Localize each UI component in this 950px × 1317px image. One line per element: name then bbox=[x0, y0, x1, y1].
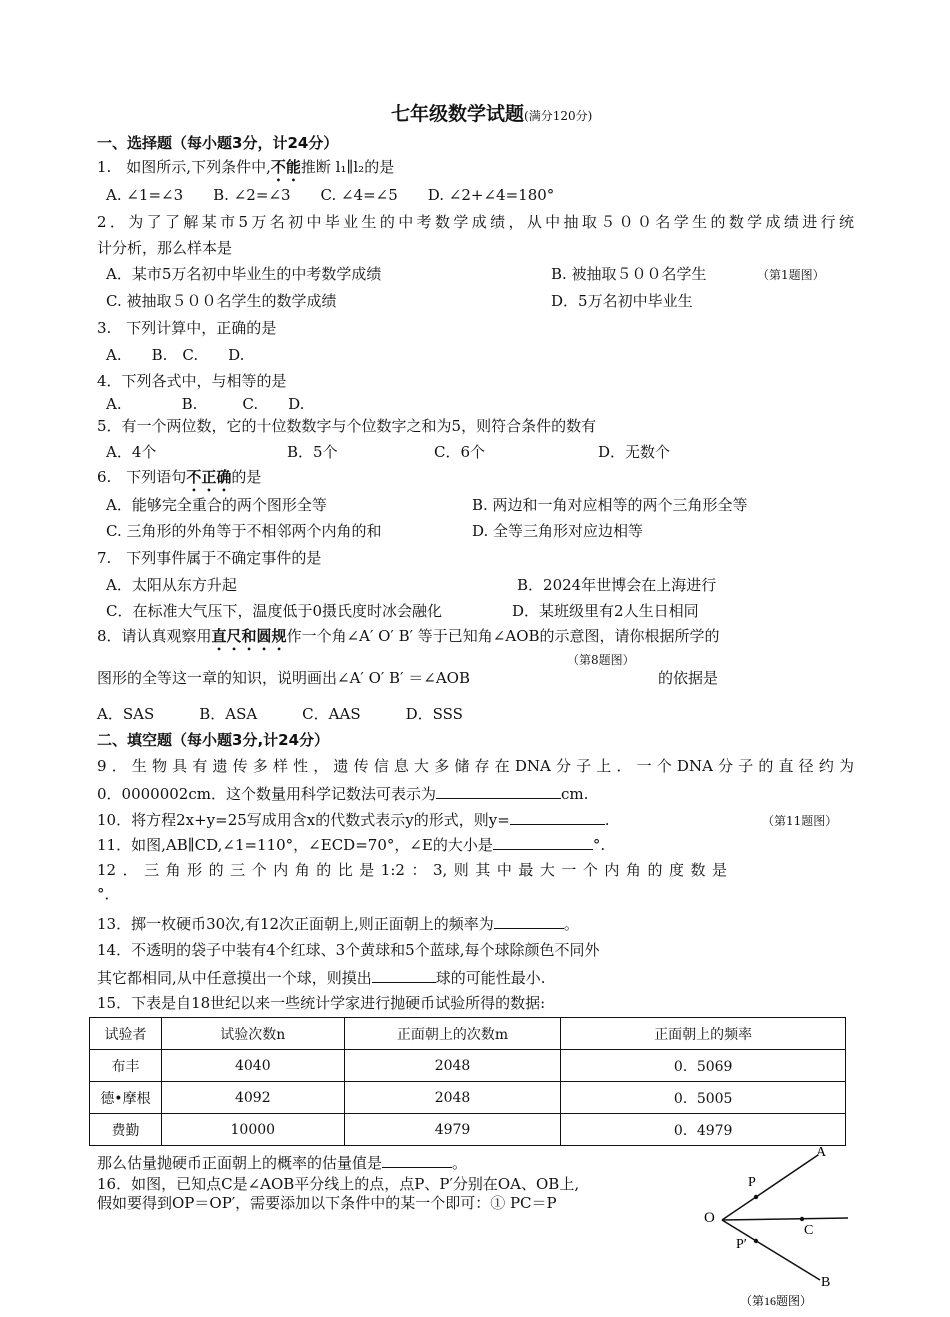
q6-option-a: A．能够完全重合的两个图形全等 bbox=[106, 496, 327, 514]
q9-line2-post: cm. bbox=[560, 785, 589, 803]
header-cell: 正面朝上的次数m bbox=[344, 1018, 561, 1050]
q16-line1: 16．如图，已知点C是∠AOB平分线上的点，点P、P′分别在OA、OB上, bbox=[97, 1175, 580, 1193]
q1-post: 推断 l₁∥l₂的是 bbox=[300, 158, 395, 176]
q13-stem bbox=[97, 913, 579, 934]
q7-stem: 7. 下列事件属于不确定事件的是 bbox=[97, 549, 322, 567]
fig1-caption: （第1题图） bbox=[757, 268, 825, 282]
q2-option-c: C. 被抽取５００名学生的数学成绩 bbox=[106, 292, 337, 310]
q15-stem: 15．下表是自18世纪以来一些统计学家进行抛硬币试验所得的数据: bbox=[97, 994, 546, 1012]
table-cell: 费勤 bbox=[90, 1114, 162, 1146]
label-p: P bbox=[748, 1175, 756, 1190]
q8-emph: 直尺和圆规 bbox=[211, 627, 287, 645]
header-cell: 试验次数n bbox=[161, 1018, 344, 1050]
coin-toss-table bbox=[89, 1017, 846, 1146]
table-row bbox=[90, 1050, 846, 1082]
q10-stem bbox=[97, 809, 610, 830]
table-cell: 10000 bbox=[161, 1114, 344, 1146]
section-1-heading: 一、选择题（每小题3分，计24分） bbox=[97, 134, 339, 152]
q10-post: . bbox=[604, 811, 610, 829]
header-cell: 试验者 bbox=[90, 1018, 162, 1050]
q11-pre: 11．如图,AB∥CD,∠1=110°，∠ECD=70°，∠E的大小是 bbox=[97, 836, 493, 854]
label-a: A bbox=[816, 1145, 827, 1160]
q13-answer-blank[interactable] bbox=[494, 913, 564, 929]
q6-post: 的是 bbox=[231, 468, 262, 486]
q7-option-b: B．2024年世博会在上海进行 bbox=[517, 576, 717, 594]
q16-line2: 假如要得到OP＝OP′，需要添加以下条件中的某一个即可：① PC＝P bbox=[97, 1194, 557, 1212]
q2-option-d: D．5万名初中毕业生 bbox=[551, 292, 693, 310]
q12-line1: 12．三角形的三个内角的比是1:2：3,则其中最大一个内角的度数是 bbox=[97, 861, 727, 879]
point-p bbox=[754, 1195, 758, 1199]
q5-option-a: A．4个 bbox=[106, 443, 157, 461]
q1-stem bbox=[97, 157, 394, 185]
q7-option-c: C．在标准大气压下，温度低于0摄氏度时冰会融化 bbox=[106, 602, 443, 620]
q9-line2 bbox=[97, 783, 588, 804]
table-cell: 4040 bbox=[161, 1050, 344, 1082]
q14-line2 bbox=[97, 967, 546, 988]
q10-pre: 10．将方程2x+y=25写成用含x的代数式表示y的形式，则y= bbox=[97, 811, 510, 829]
q6-option-d: D. 全等三角形对应边相等 bbox=[472, 522, 644, 540]
table-cell: 2048 bbox=[344, 1050, 561, 1082]
q14-answer-blank[interactable] bbox=[372, 967, 436, 983]
point-c bbox=[800, 1217, 804, 1221]
q8-line2-end: 的依据是 bbox=[658, 669, 719, 687]
fig8-caption: （第8题图） bbox=[567, 653, 635, 667]
table-header-row bbox=[90, 1018, 846, 1050]
q1-options: A. ∠1=∠3 B. ∠2=∠3 C. ∠4=∠5 D. ∠2+∠4=180° bbox=[106, 186, 555, 204]
q9-answer-blank[interactable] bbox=[436, 783, 561, 799]
q2-option-a: A．某市5万名初中毕业生的中考数学成绩 bbox=[106, 265, 382, 283]
q5-stem: 5．有一个两位数，它的十位数数字与个位数字之和为5，则符合条件的数有 bbox=[97, 417, 597, 435]
q14-line2-post: 球的可能性最小. bbox=[435, 969, 546, 987]
q6-emph: 不正确 bbox=[186, 468, 232, 486]
q8-line2: 图形的全等这一章的知识，说明画出∠A′ O′ B′ ＝∠AOB bbox=[97, 669, 470, 687]
q9-line2-pre: 0．0000002cm．这个数量用科学记数法可表示为 bbox=[97, 785, 436, 803]
score-note: (满分120分) bbox=[524, 109, 593, 123]
section-2-heading: 二、填空题（每小题3分,计24分） bbox=[97, 731, 330, 749]
label-p-prime: P′ bbox=[736, 1237, 747, 1252]
q4-stem: 4．下列各式中，与相等的是 bbox=[97, 372, 287, 390]
q6-pre: 6. 下列语句 bbox=[97, 468, 187, 486]
q12-line2: °． bbox=[97, 885, 120, 903]
q9-line1: 9．生物具有遗传多样性，遗传信息大多储存在DNA分子上．一个DNA分子的直径约为 bbox=[97, 757, 854, 775]
q11-stem bbox=[97, 834, 605, 855]
q2-option-b: B. 被抽取５００名学生 bbox=[551, 265, 707, 283]
label-b: B bbox=[821, 1275, 831, 1290]
table-cell: 4979 bbox=[344, 1114, 561, 1146]
q7-option-d: D．某班级里有2人生日相同 bbox=[512, 602, 699, 620]
q5-option-b: B．5个 bbox=[287, 443, 338, 461]
q8-options: A．SAS B．ASA C．AAS D．SSS bbox=[97, 705, 463, 723]
ray-oa bbox=[722, 1155, 818, 1220]
fig11-caption: （第11题图） bbox=[762, 814, 838, 828]
point-p-prime bbox=[754, 1239, 758, 1243]
q11-post: °. bbox=[592, 836, 606, 854]
q5-option-d: D．无数个 bbox=[598, 443, 671, 461]
q15-answer-blank[interactable] bbox=[382, 1152, 452, 1168]
table-cell: 0．5005 bbox=[561, 1082, 846, 1114]
table-cell: 4092 bbox=[161, 1082, 344, 1114]
fig16-caption: （第16题图） bbox=[740, 1294, 813, 1308]
q15-after-post: 。 bbox=[452, 1154, 468, 1172]
q1-pre: 1. 如图所示,下列条件中, bbox=[97, 158, 271, 176]
title-text: 七年级数学试题 bbox=[391, 103, 525, 125]
q11-answer-blank[interactable] bbox=[493, 834, 593, 850]
q4-options: A. B. C. D. bbox=[106, 395, 305, 413]
q15-after-pre: 那么估量抛硬币正面朝上的概率的估量值是 bbox=[97, 1154, 383, 1172]
fig16-angle-diagram bbox=[700, 1140, 850, 1310]
table-cell: 0．5069 bbox=[561, 1050, 846, 1082]
q14-line1: 14．不透明的袋子中装有4个红球、3个黄球和5个蓝球,每个球除颜色不同外 bbox=[97, 941, 600, 959]
label-o: O bbox=[704, 1210, 715, 1226]
table-cell: 0．4979 bbox=[561, 1114, 846, 1146]
q3-stem: 3. 下列计算中，正确的是 bbox=[97, 319, 277, 337]
q6-option-c: C. 三角形的外角等于不相邻两个内角的和 bbox=[106, 522, 382, 540]
q8-pre: 8．请认真观察用 bbox=[97, 627, 212, 645]
q15-after bbox=[97, 1152, 467, 1173]
q13-pre: 13．掷一枚硬币30次,有12次正面朝上,则正面朝上的频率为 bbox=[97, 915, 494, 933]
q2-line2: 计分析，那么样本是 bbox=[97, 239, 233, 257]
bisector-oc bbox=[722, 1218, 848, 1220]
table-cell: 2048 bbox=[344, 1082, 561, 1114]
q10-answer-blank[interactable] bbox=[510, 809, 605, 825]
table-cell: 德•摩根 bbox=[90, 1082, 162, 1114]
q7-option-a: A．太阳从东方升起 bbox=[106, 576, 237, 594]
table-cell: 布丰 bbox=[90, 1050, 162, 1082]
q13-post: 。 bbox=[563, 915, 579, 933]
page-title bbox=[391, 104, 592, 126]
q14-line2-pre: 其它都相同,从中任意摸出一个球，则摸出 bbox=[97, 969, 372, 987]
q5-option-c: C．6个 bbox=[434, 443, 486, 461]
q8-post: 作一个角∠A′ O′ B′ 等于已知角∠AOB的示意图，请你根据所学的 bbox=[286, 627, 720, 645]
q1-emph: 不能 bbox=[270, 158, 301, 176]
q3-options: A. B. C. D. bbox=[106, 346, 245, 364]
label-c: C bbox=[804, 1223, 814, 1238]
q6-stem bbox=[97, 467, 261, 495]
q6-option-b: B. 两边和一角对应相等的两个三角形全等 bbox=[472, 496, 748, 514]
header-cell: 正面朝上的频率 bbox=[561, 1018, 846, 1050]
table-row bbox=[90, 1082, 846, 1114]
q2-line1: 2．为了了解某市5万名初中毕业生的中考数学成绩，从中抽取５００名学生的数学成绩进行统 bbox=[97, 213, 854, 231]
